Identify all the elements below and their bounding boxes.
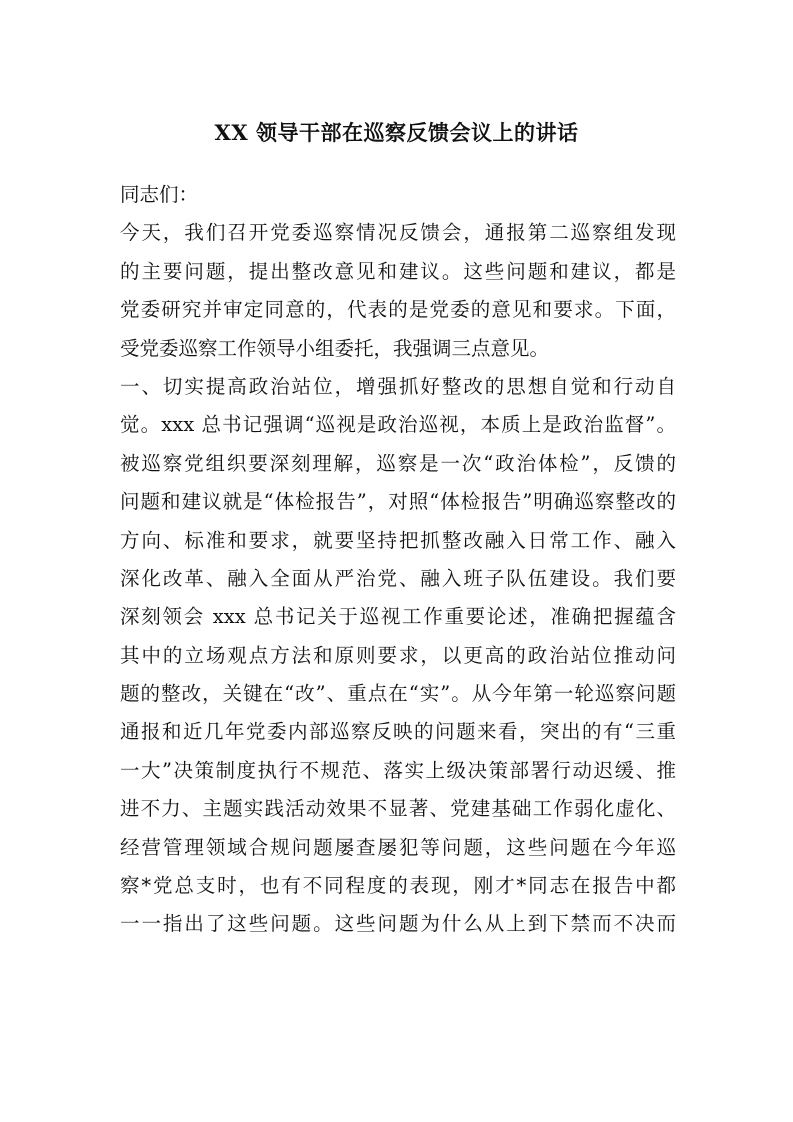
body-line: 一一指出了这些问题。这些问题为什么从上到下禁而不决而 [120, 912, 676, 936]
body-line: 通报和近几年党委内部巡察反映的问题来看，突出的有“三重 [120, 720, 676, 744]
body-line: 受党委巡察工作领导小组委托，我强调三点意见。 [120, 336, 550, 360]
section-heading-line: 一、切实提高政治站位，增强抓好整改的思想自觉和行动自 [120, 374, 676, 398]
document-title: XX 领导干部在巡察反馈会议上的讲话 [214, 120, 579, 145]
body-line: 进不力、主题实践活动效果不显著、党建基础工作弱化虚化、 [120, 797, 676, 821]
body-line: 被巡察党组织要深刻理解，巡察是一次“政治体检”，反馈的 [120, 451, 676, 475]
body-line: 问题和建议就是“体检报告”，对照“体检报告”明确巡察整改的 [120, 490, 676, 514]
body-line: 察*党总支时，也有不同程度的表现，刚才*同志在报告中都 [120, 874, 676, 898]
body-line: 党委研究并审定同意的，代表的是党委的意见和要求。下面， [120, 298, 676, 322]
body-line: 深化改革、融入全面从严治党、融入班子队伍建设。我们要 [120, 566, 676, 590]
salutation-line: 同志们： [120, 183, 199, 206]
document-body [120, 176, 676, 944]
body-line: 经营管理领域合规问题屡查屡犯等问题，这些问题在今年巡 [120, 835, 676, 859]
body-line: 的主要问题，提出整改意见和建议。这些问题和建议，都是 [120, 259, 676, 283]
body-line: 今天，我们召开党委巡察情况反馈会，通报第二巡察组发现 [120, 221, 676, 245]
body-line: 方向、标准和要求，就要坚持把抓整改融入日常工作、融入 [120, 528, 676, 552]
body-line: 觉。xxx 总书记强调“巡视是政治巡视，本质上是政治监督”。 [120, 413, 676, 437]
body-line: 一大”决策制度执行不规范、落实上级决策部署行动迟缓、推 [120, 758, 676, 782]
body-line: 题的整改，关键在“改”、重点在“实”。从今年第一轮巡察问题 [120, 682, 676, 706]
body-line: 其中的立场观点方法和原则要求，以更高的政治站位推动问 [120, 643, 676, 667]
body-line: 深刻领会 xxx 总书记关于巡视工作重要论述，准确把握蕴含 [120, 605, 676, 629]
